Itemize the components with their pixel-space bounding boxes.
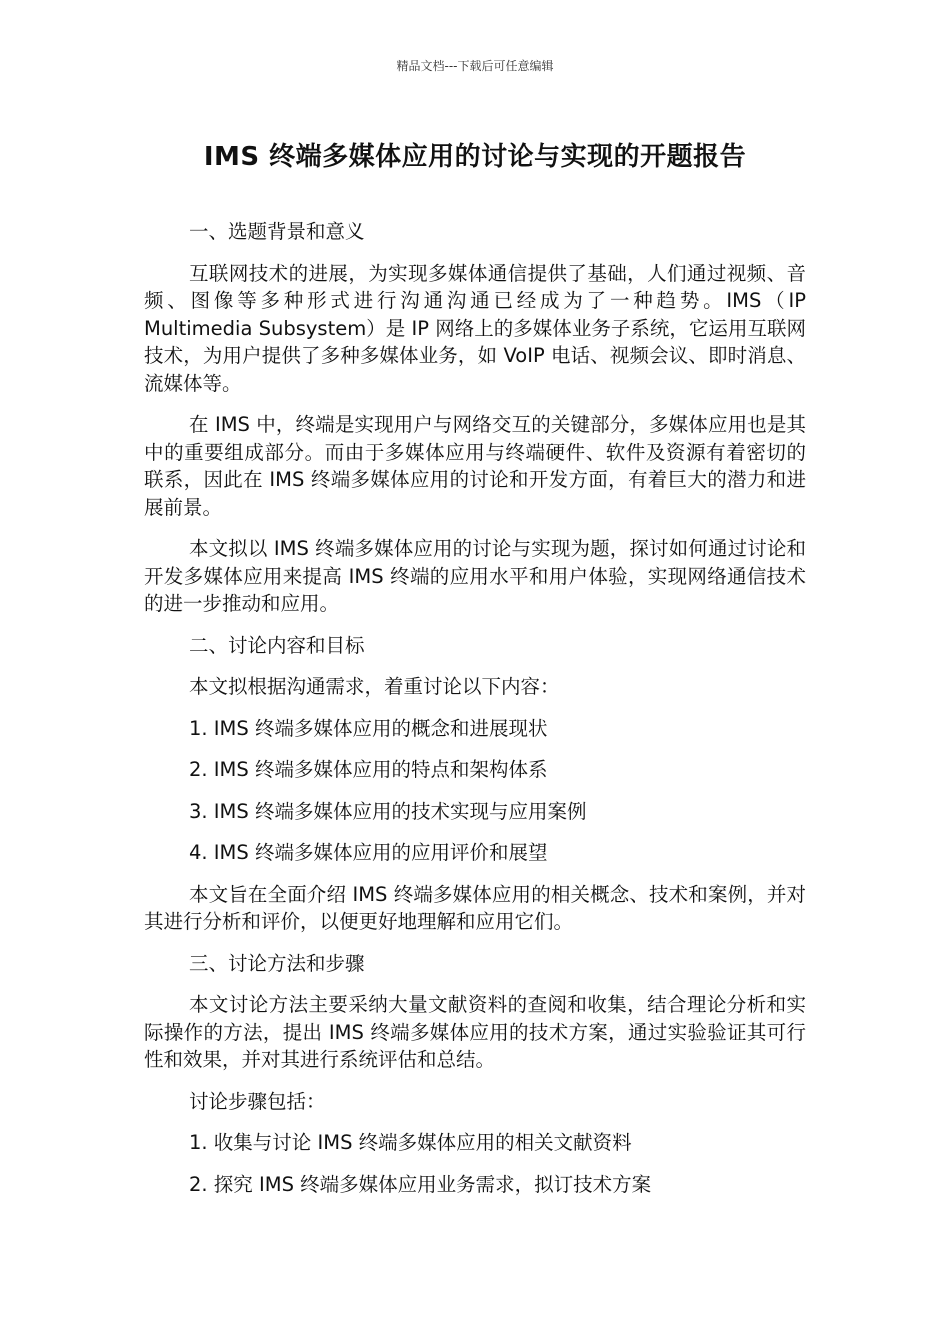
paragraph: 本文旨在全面介绍 IMS 终端多媒体应用的相关概念、技术和案例，并对其进行分析和评价，以便更好地理解和应用它们。 — [144, 882, 806, 933]
paragraph: 在 IMS 中，终端是实现用户与网络交互的关键部分，多媒体应用也是其中的重要组成部分。而由于多媒体应用与终端硬件、软件及资源有着密切的联系，因此在 IMS 终端多媒体应用的讨论和开发方面，有着巨大的潜力和进展前景。 — [144, 413, 806, 519]
document-body — [144, 218, 806, 1212]
paragraph: 本文拟以 IMS 终端多媒体应用的讨论与实现为题，探讨如何通过讨论和开发多媒体应用来提高 IMS 终端的应用水平和用户体验，实现网络通信技术的进一步推动和应用。 — [144, 537, 806, 615]
list-item: 1. IMS 终端多媒体应用的概念和进展现状 — [189, 716, 548, 740]
paragraph: 互联网技术的进展，为实现多媒体通信提供了基础，人们通过视频、音频、图像等多种形式进行沟通沟通已经成为了一种趋势。IMS（IP Multimedia Subsystem）是 IP 网络上的多媒体业务子系统，它运用互联网技术，为用户提供了多种多媒体业务，如 VoIP 电话、视频会议、即时消息、流媒体等。 — [144, 261, 806, 395]
list-item: 2. 探究 IMS 终端多媒体应用业务需求，拟订技术方案 — [189, 1172, 652, 1196]
list-item: 2. IMS 终端多媒体应用的特点和架构体系 — [189, 758, 548, 781]
paragraph: 讨论步骤包括： — [189, 1089, 326, 1113]
list-item: 3. IMS 终端多媒体应用的技术实现与应用案例 — [189, 799, 587, 823]
document-title: IMS 终端多媒体应用的讨论与实现的开题报告 — [203, 142, 747, 172]
section-heading-background: 一、选题背景和意义 — [189, 220, 365, 243]
header-note: 精品文档---下载后可任意编辑 — [396, 59, 554, 73]
paragraph: 本文拟根据沟通需求，着重讨论以下内容： — [189, 675, 560, 698]
section-heading-content: 二、讨论内容和目标 — [189, 633, 365, 657]
list-item: 1. 收集与讨论 IMS 终端多媒体应用的相关文献资料 — [189, 1131, 632, 1154]
paragraph: 本文讨论方法主要采纳大量文献资料的查阅和收集，结合理论分析和实际操作的方法，提出 IMS 终端多媒体应用的技术方案，通过实验验证其可行性和效果，并对其进行系统评估和总结。 — [144, 993, 806, 1071]
list-item: 4. IMS 终端多媒体应用的应用评价和展望 — [189, 841, 548, 864]
section-heading-method: 三、讨论方法和步骤 — [189, 951, 365, 975]
